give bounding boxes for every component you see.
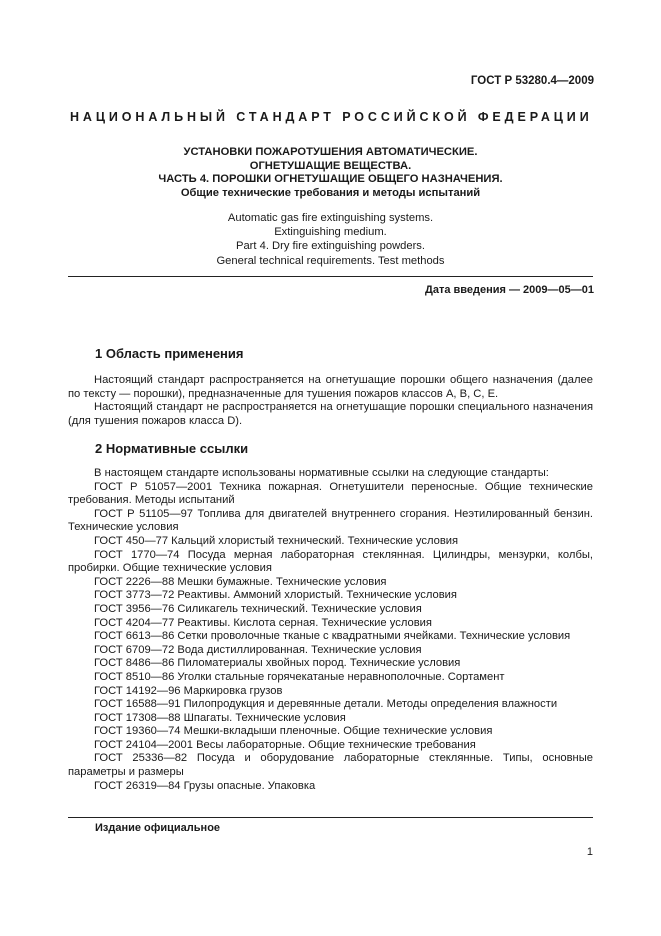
title-ru-line: ЧАСТЬ 4. ПОРОШКИ ОГНЕТУШАЩИЕ ОБЩЕГО НАЗНАЧЕНИЯ.	[158, 173, 503, 185]
title-en-line: Extinguishing medium.	[274, 226, 387, 239]
reference-item: ГОСТ 3956—76 Силикагель технический. Технические условия	[94, 602, 422, 615]
title-en-line: Automatic gas fire extinguishing systems.	[227, 212, 434, 224]
reference-item: ГОСТ 1770—74 Посуда мерная лабораторная стеклянная. Цилиндры, мензурки, колбы, пробирки. Общие технические условия	[68, 548, 593, 575]
title-en	[70, 211, 591, 268]
reference-item: ГОСТ Р 51057—2001 Техника пожарная. Огнетушители переносные. Общие технические требования. Методы испытаний	[68, 480, 593, 507]
reference-item: ГОСТ 25336—82 Посуда и оборудование лабораторные стеклянные. Типы, основные параметры и размеры	[68, 752, 593, 779]
national-standard-banner: НАЦИОНАЛЬНЫЙ СТАНДАРТ РОССИЙСКОЙ ФЕДЕРАЦИИ	[70, 110, 593, 124]
title-ru-line: ОГНЕТУШАЩИЕ ВЕЩЕСТВА.	[249, 159, 412, 172]
reference-item: ГОСТ 450—77 Кальций хлористый технический. Технические условия	[94, 534, 459, 547]
reference-item: ГОСТ 6613—86 Сетки проволочные тканые с квадратными ячейками. Технические условия	[94, 630, 571, 643]
reference-item: ГОСТ 8486—86 Пиломатериалы хвойных пород. Технические условия	[94, 657, 461, 670]
reference-item: ГОСТ 8510—86 Уголки стальные горячекатаные неравнополочные. Сортамент	[94, 670, 505, 683]
reference-item: В настоящем стандарте использованы нормативные ссылки на следующие стандарты:	[94, 467, 549, 479]
section-2-heading: 2 Нормативные ссылки	[95, 441, 249, 456]
paragraph: Настоящий стандарт распространяется на огнетушащие порошки общего назначения (далее по тексту — порошки), предназначенные для тушения пожаров классов А, В, С, Е.	[68, 374, 593, 400]
reference-item: ГОСТ 16588—91 Пилопродукция и деревянные детали. Методы определения влажности	[94, 698, 558, 711]
title-en-line: General technical requirements. Test methods	[216, 254, 445, 267]
title-ru-line: Общие технические требования и методы испытаний	[180, 186, 481, 199]
divider-top	[68, 276, 593, 277]
document-code: ГОСТ Р 53280.4—2009	[470, 75, 594, 87]
title-ru-line: УСТАНОВКИ ПОЖАРОТУШЕНИЯ АВТОМАТИЧЕСКИЕ.	[183, 146, 478, 158]
introduction-date: Дата введения — 2009—05—01	[425, 284, 594, 296]
reference-item: ГОСТ 2226—88 Мешки бумажные. Технические условия	[94, 575, 387, 588]
reference-item: ГОСТ 3773—72 Реактивы. Аммоний хлористый. Технические условия	[94, 589, 457, 602]
reference-item: ГОСТ 4204—77 Реактивы. Кислота серная. Технические условия	[94, 616, 432, 629]
reference-item: ГОСТ 14192—96 Маркировка грузов	[94, 684, 283, 697]
reference-item: ГОСТ 19360—74 Мешки-вкладыши пленочные. Общие технические условия	[94, 725, 493, 738]
title-en-line: Part 4. Dry fire extinguishing powders.	[235, 240, 426, 253]
reference-item: ГОСТ 26319—84 Грузы опасные. Упаковка	[94, 779, 316, 792]
title-ru	[70, 146, 591, 200]
divider-footer	[68, 817, 593, 818]
reference-item: ГОСТ Р 51105—97 Топлива для двигателей внутреннего сгорания. Неэтилированный бензин. Технические условия	[68, 507, 593, 534]
section-1-body	[68, 374, 593, 428]
reference-item: ГОСТ 6709—72 Вода дистиллированная. Технические условия	[94, 643, 422, 656]
section-1-heading: 1 Область применения	[95, 346, 244, 361]
reference-item: ГОСТ 24104—2001 Весы лабораторные. Общие технические требования	[94, 738, 476, 751]
paragraph: Настоящий стандарт не распространяется на огнетушащие порошки специального назначения (для тушения пожаров класса D).	[68, 401, 593, 427]
references-list	[68, 467, 593, 793]
official-edition-note: Издание официальное	[95, 822, 221, 834]
page-number: 1	[586, 846, 593, 858]
reference-item: ГОСТ 17308—88 Шпагаты. Технические условия	[94, 711, 346, 724]
